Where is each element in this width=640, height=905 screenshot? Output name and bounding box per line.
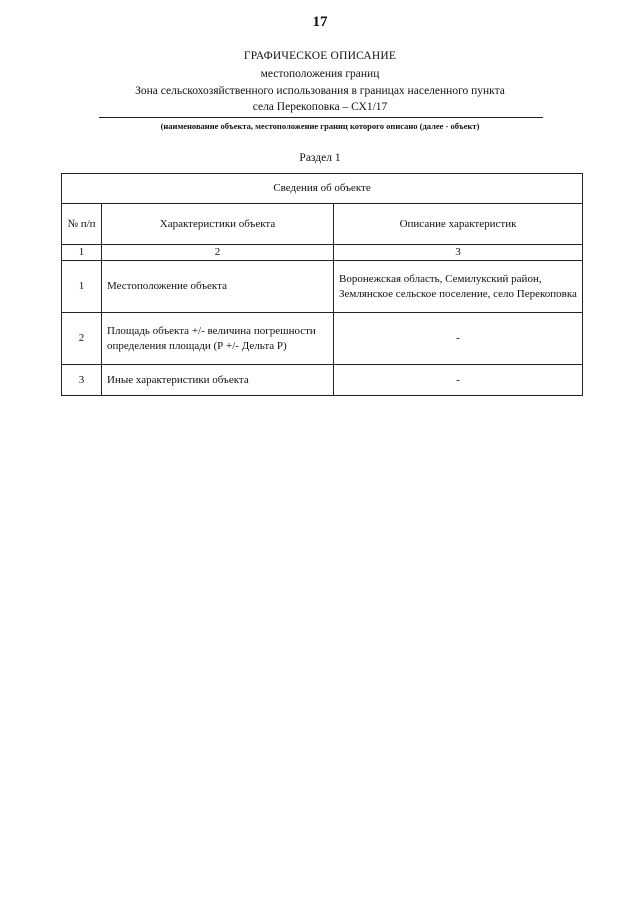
document-title: ГРАФИЧЕСКОЕ ОПИСАНИЕ [243,50,397,62]
table-row [62,365,583,396]
column-number-row [62,245,583,261]
header-underline [99,117,543,118]
row-num: 1 [62,261,102,313]
row-characteristic: Иные характеристики объекта [102,365,334,396]
column-number-2: 2 [102,245,334,261]
header-characteristic: Характеристики объекта [102,204,334,245]
section-title: Раздел 1 [299,152,341,164]
table-header-row [62,204,583,245]
column-number-3: 3 [334,245,583,261]
header-note: (наименование объекта, местоположение границ которого описано (далее - объект) [160,121,480,131]
table-row [62,261,583,313]
column-number-1: 1 [62,245,102,261]
row-description: - [334,365,583,396]
row-num: 2 [62,313,102,365]
table-row [62,313,583,365]
table-title: Сведения об объекте [62,174,583,204]
page-number: 17 [312,14,328,30]
row-description: Воронежская область, Семилукский район, Землянское сельское поселение, село Перекоповка [334,261,583,313]
table-title-row [62,174,583,204]
object-name-line-1: Зона сельскохозяйственного использования в границах населенного пункта [135,85,505,97]
object-name-line-2: села Перекоповка – СХ1/17 [252,101,388,113]
row-num: 3 [62,365,102,396]
object-info-table [61,173,583,396]
row-characteristic: Площадь объекта +/- величина погрешности определения площади (Р +/- Дельта Р) [102,313,334,365]
document-subtitle: местоположения границ [260,68,380,80]
row-description: - [334,313,583,365]
header-description: Описание характеристик [334,204,583,245]
row-characteristic: Местоположение объекта [102,261,334,313]
header-num: № п/п [62,204,102,245]
